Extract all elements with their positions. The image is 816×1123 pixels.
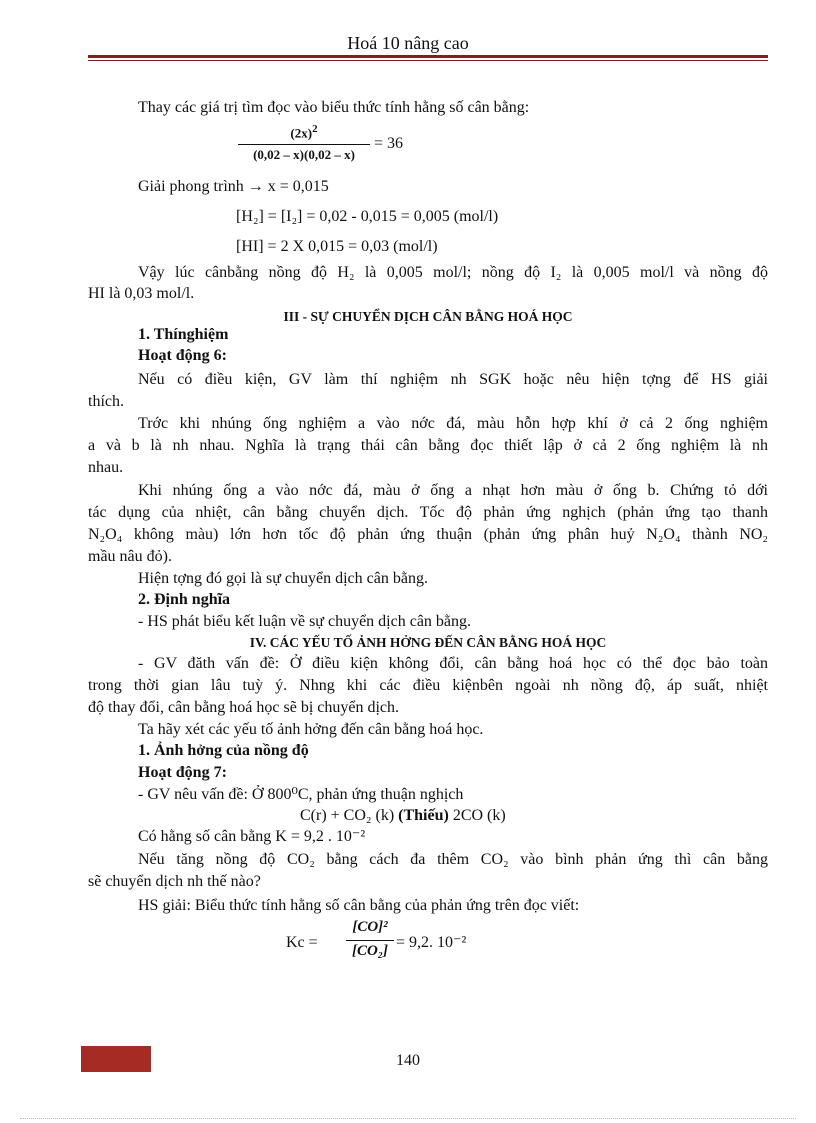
activity-heading: Hoạt động 6: — [138, 347, 227, 364]
text-line: a và b là nh nhau. Nghĩa là trạng thái cân bằng đọc thiết lập ở cả 2 ống nghiệm là nh — [88, 437, 768, 454]
subheading: 1. Thínghiệm — [138, 326, 229, 343]
text-line: - GV đăth vấn đề: Ở điều kiện không đổi, cân bằng hoá học có thể đọc bảo toàn — [138, 655, 768, 672]
text-line: tác dụng của nhiệt, cân bằng chuyển dịch. Tốc độ phản ứng nghịch (phản ứng tạo thanh — [88, 504, 768, 521]
eq1-denominator: (0,02 – x)(0,02 – x) — [253, 147, 355, 162]
subheading: 2. Định nghĩa — [138, 591, 231, 608]
section-heading-iii: III - SỰ CHUYỂN DỊCH CÂN BẰNG HOÁ HỌC — [283, 309, 573, 324]
text-line: HS giải: Biểu thức tính hằng số cân bằng của phản ứng trên đọc viết: — [138, 897, 580, 914]
eq2-numerator: [CO]² — [352, 919, 388, 935]
activity-heading: Hoạt động 7: — [138, 764, 227, 781]
text-line: trong thời gian lâu tuỳ ý. Nhng khi các điều kiệnbên ngoài nh nồng độ, áp suất, nhiệt — [88, 677, 768, 694]
text-line: Giải phong trình → x = 0,015 — [138, 178, 329, 195]
text-line: Thay các giá trị tìm đọc vào biểu thức tính hằng số cân bằng: — [138, 99, 530, 116]
text-line: Có hằng số cân bằng K = 9,2 . 10⁻² — [138, 828, 366, 845]
page-header-title: Hoá 10 nâng cao — [347, 33, 469, 53]
subheading: 1. Ảnh hởng của nồng độ — [138, 742, 309, 759]
text-line: N₂O₄ không màu) lớn hơn tốc độ phản ứng thuận (phản ứng phân huỷ N₂O₄ thành NO₂ — [88, 526, 768, 543]
text-line: Nếu tăng nồng độ CO₂ bằng cách đa thêm CO₂ vào bình phản ứng thì cân bằng — [138, 851, 768, 868]
eq2-rhs: = 9,2. 10⁻² — [396, 934, 467, 951]
eq2-fraction-bar — [346, 940, 394, 941]
reaction-equation: C(r) + CO₂ (k) (Thiếu) 2CO (k) — [300, 807, 506, 824]
section-heading-iv: IV. CÁC YẾU TỐ ẢNH HỞNG ĐẾN CÂN BẰNG HOÁ HỌC — [249, 635, 607, 650]
text-line: Hiện tợng đó gọi là sự chuyển dịch cân bằng. — [138, 570, 428, 587]
text-line: Nếu có điều kiện, GV làm thí nghiệm nh SGK hoặc nêu hiện tợng để HS giải — [138, 371, 768, 388]
text-line: nhau. — [88, 459, 124, 476]
eq2-denominator: [CO₂] — [351, 943, 389, 959]
text-line: - GV nêu vấn đề: Ở 800⁰C, phản ứng thuận nghịch — [138, 786, 464, 803]
missing-arrow-placeholder: (Thiếu) — [398, 807, 449, 824]
text-line: [HI] = 2 X 0,015 = 0,03 (mol/l) — [236, 238, 438, 255]
text-line: Trớc khi nhúng ống nghiệm a vào nớc đá, màu hỗn hợp khí ở cả 2 ống nghiệm — [138, 415, 768, 432]
text-line: độ thay đổi, cân bằng hoá học sẽ bị chuyển dịch. — [88, 699, 400, 716]
eq1-fraction-bar — [238, 144, 370, 145]
eq1-numerator: $(2x)^2$ — [290, 123, 318, 141]
eq1-rhs: = 36 — [374, 135, 404, 152]
text-line: thích. — [88, 393, 124, 410]
text-line: - HS phát biểu kết luận về sự chuyển dịch cân bằng. — [138, 613, 472, 630]
footer-dotted-rule — [20, 1118, 796, 1119]
text-line: Ta hãy xét các yếu tố ảnh hởng đến cân bằng hoá học. — [138, 721, 484, 738]
text-line: HI là 0,03 mol/l. — [88, 285, 195, 302]
text-line: sẽ chuyển dịch nh thế nào? — [88, 873, 261, 890]
text-line: Khi nhúng ống a vào nớc đá, màu ở ống a nhạt hơn màu ở ống b. Chứng tỏ dới — [138, 482, 768, 499]
page-number: 140 — [396, 1052, 420, 1069]
text-line: Vậy lúc cânbằng nồng độ H₂ là 0,005 mol/l; nồng độ I₂ là 0,005 mol/l và nồng độ — [138, 264, 768, 281]
header-rule-thin — [88, 60, 768, 61]
header-rule-thick — [88, 55, 768, 58]
text-line: mầu nâu đỏ). — [88, 548, 172, 565]
eq2-lhs: Kc = — [286, 934, 318, 951]
text-line: [H₂] = [I₂] = 0,02 - 0,015 = 0,005 (mol/l) — [236, 208, 499, 225]
